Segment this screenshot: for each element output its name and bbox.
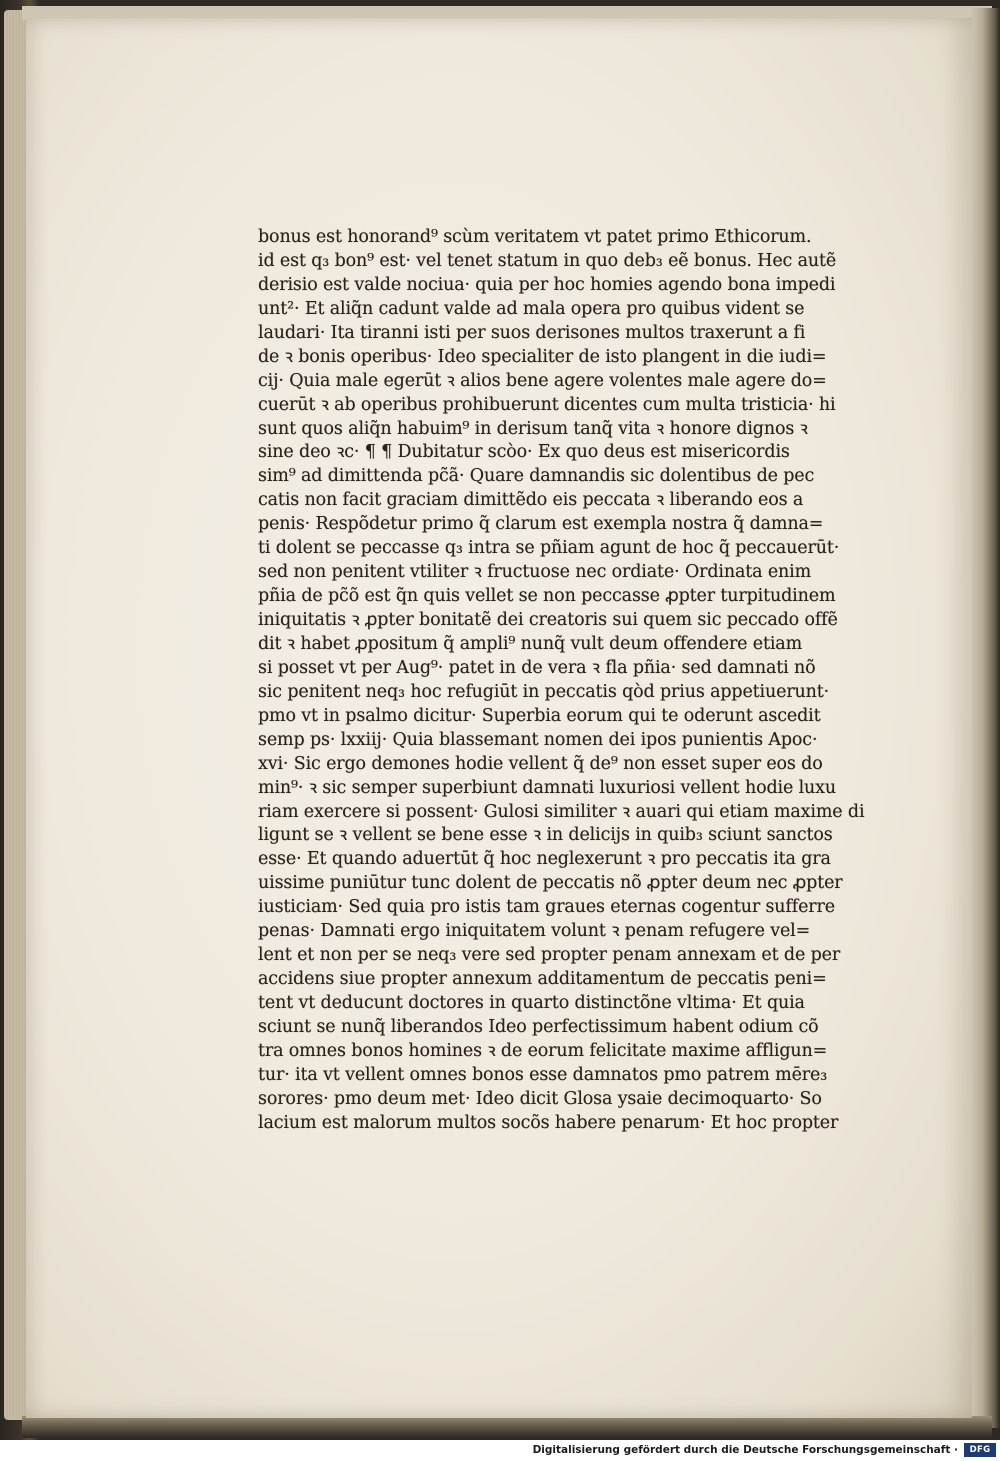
text-line: catis non facit graciam dimittẽdo eis peccata ꝛ liberando eos a xyxy=(258,490,804,511)
text-line: esse· Et quando aduertūt q̃ hoc neglexerunt ꝛ pro peccatis ita gra xyxy=(258,849,831,870)
text-line: laudari· Ita tiranni isti per suos derisones multos traxerunt a fi xyxy=(258,322,806,343)
text-line: sine deo ꝛc· ¶ ¶ Dubitatur scòo· Ex quo deus est misericordis xyxy=(258,442,790,463)
text-line: pñia de pc̃õ est q̃n quis vellet se non peccasse ꝓpter turpitudinem xyxy=(258,586,836,607)
text-line: ligunt se ꝛ vellent se bene esse ꝛ in delicijs in quib₃ sciunt sanctos xyxy=(258,825,833,846)
text-line: ti dolent se peccasse q₃ intra se pñiam agunt de hoc q̃ peccauerūt· xyxy=(258,538,840,559)
text-line: lacium est malorum multos socõs habere penarum· Et hoc propter xyxy=(258,1112,839,1133)
text-line: de ꝛ bonis operibus· Ideo specialiter de isto plangent in die iudi= xyxy=(258,346,827,367)
text-line: sed non penitent vtiliter ꝛ fructuose nec ordiate· Ordinata enim xyxy=(258,562,812,583)
text-line: sic penitent neq₃ hoc refugiūt in peccatis qòd prius appetiuerunt· xyxy=(258,681,830,702)
dfg-logo-icon: DFG xyxy=(964,1443,996,1457)
text-line: cij· Quia male egerūt ꝛ alios bene agere volentes male agere do= xyxy=(258,370,827,391)
text-line: sunt quos aliq̃n habuim⁹ in derisum tanq̃ vita ꝛ honore dignos ꝛ xyxy=(258,418,808,439)
text-line: semp ps· lxxiij· Quia blassemant nomen dei ipos punientis Apoc· xyxy=(258,729,818,750)
text-line: pmo vt in psalmo dicitur· Superbia eorum qui te oderunt ascedit xyxy=(258,705,821,726)
text-line: sciunt se nunq̃ liberandos Ideo perfectissimum habent odium cõ xyxy=(258,1016,819,1037)
text-line: cuerūt ꝛ ab operibus prohibuerunt dicentes cum multa tristicia· hi xyxy=(258,394,836,415)
text-line: lent et non per se neq₃ vere sed propter penam annexam et de per xyxy=(258,945,841,966)
page-edge-stack xyxy=(4,10,26,1420)
text-line: iusticiam· Sed quia pro istis tam graues eternas cogentur sufferre xyxy=(258,897,835,918)
text-line: riam exercere si possent· Gulosi similiter ꝛ auari qui etiam maxime di xyxy=(258,801,865,822)
text-line: sorores· pmo deum met· Ideo dicit Glosa ysaie decimoquarto· So xyxy=(258,1088,822,1109)
text-line: id est q₃ bon⁹ est· vel tenet statum in quo deb₃ eẽ bonus. Hec autẽ xyxy=(258,250,837,271)
text-line: tent vt deducunt doctores in quarto distinctõne vltima· Et quia xyxy=(258,993,805,1013)
text-line: dit ꝛ habet ꝓpositum q̃ ampli⁹ nunq̃ vult deum offendere etiam xyxy=(258,633,803,654)
footer-credit: Digitalisierung gefördert durch die Deutsche Forschungsgemeinschaft · xyxy=(532,1444,958,1456)
text-line: penas· Damnati ergo iniquitatem volunt ꝛ penam refugere vel= xyxy=(258,921,811,942)
text-column xyxy=(258,226,878,1156)
right-page-fold xyxy=(970,8,1000,1428)
text-line: xvi· Sic ergo demones hodie vellent q̃ de⁹ non esset super eos do xyxy=(258,753,823,774)
text-line: tra omnes bonos homines ꝛ de eorum felicitate maxime affligun= xyxy=(258,1040,828,1061)
text-line: iniquitatis ꝛ ꝓpter bonitatẽ dei creatoris sui quem sic peccado offẽ xyxy=(258,610,838,630)
bottom-page-edge xyxy=(22,1416,992,1438)
text-line: min⁹· ꝛ sic semper superbiunt damnati luxuriosi vellent hodie luxu xyxy=(258,777,836,798)
text-line: derisio est valde nociua· quia per hoc homies agendo bona impedi xyxy=(258,274,836,295)
text-line: uissime puniūtur tunc dolent de peccatis nõ ꝓpter deum nec ꝓpter xyxy=(258,873,843,894)
text-line: sim⁹ ad dimittenda pc̃ã· Quare damnandis sic dolentibus de pec xyxy=(258,466,815,487)
text-line: unt²· Et aliq̃n cadunt valde ad mala opera pro quibus vident se xyxy=(258,298,805,319)
text-line: si posset vt per Aug⁹· patet in de vera ꝛ fla pñia· sed damnati nõ xyxy=(258,657,816,678)
text-line: accidens siue propter annexum additamentum de peccatis peni= xyxy=(258,969,827,990)
text-line: penis· Respõdetur primo q̃ clarum est exempla nostra q̃ damna= xyxy=(258,514,824,535)
text-line: bonus est honorand⁹ scùm veritatem vt patet primo Ethicorum. xyxy=(258,227,812,247)
text-line: tur· ita vt vellent omnes bonos esse damnatos pmo patrem mēre₃ xyxy=(258,1064,828,1085)
